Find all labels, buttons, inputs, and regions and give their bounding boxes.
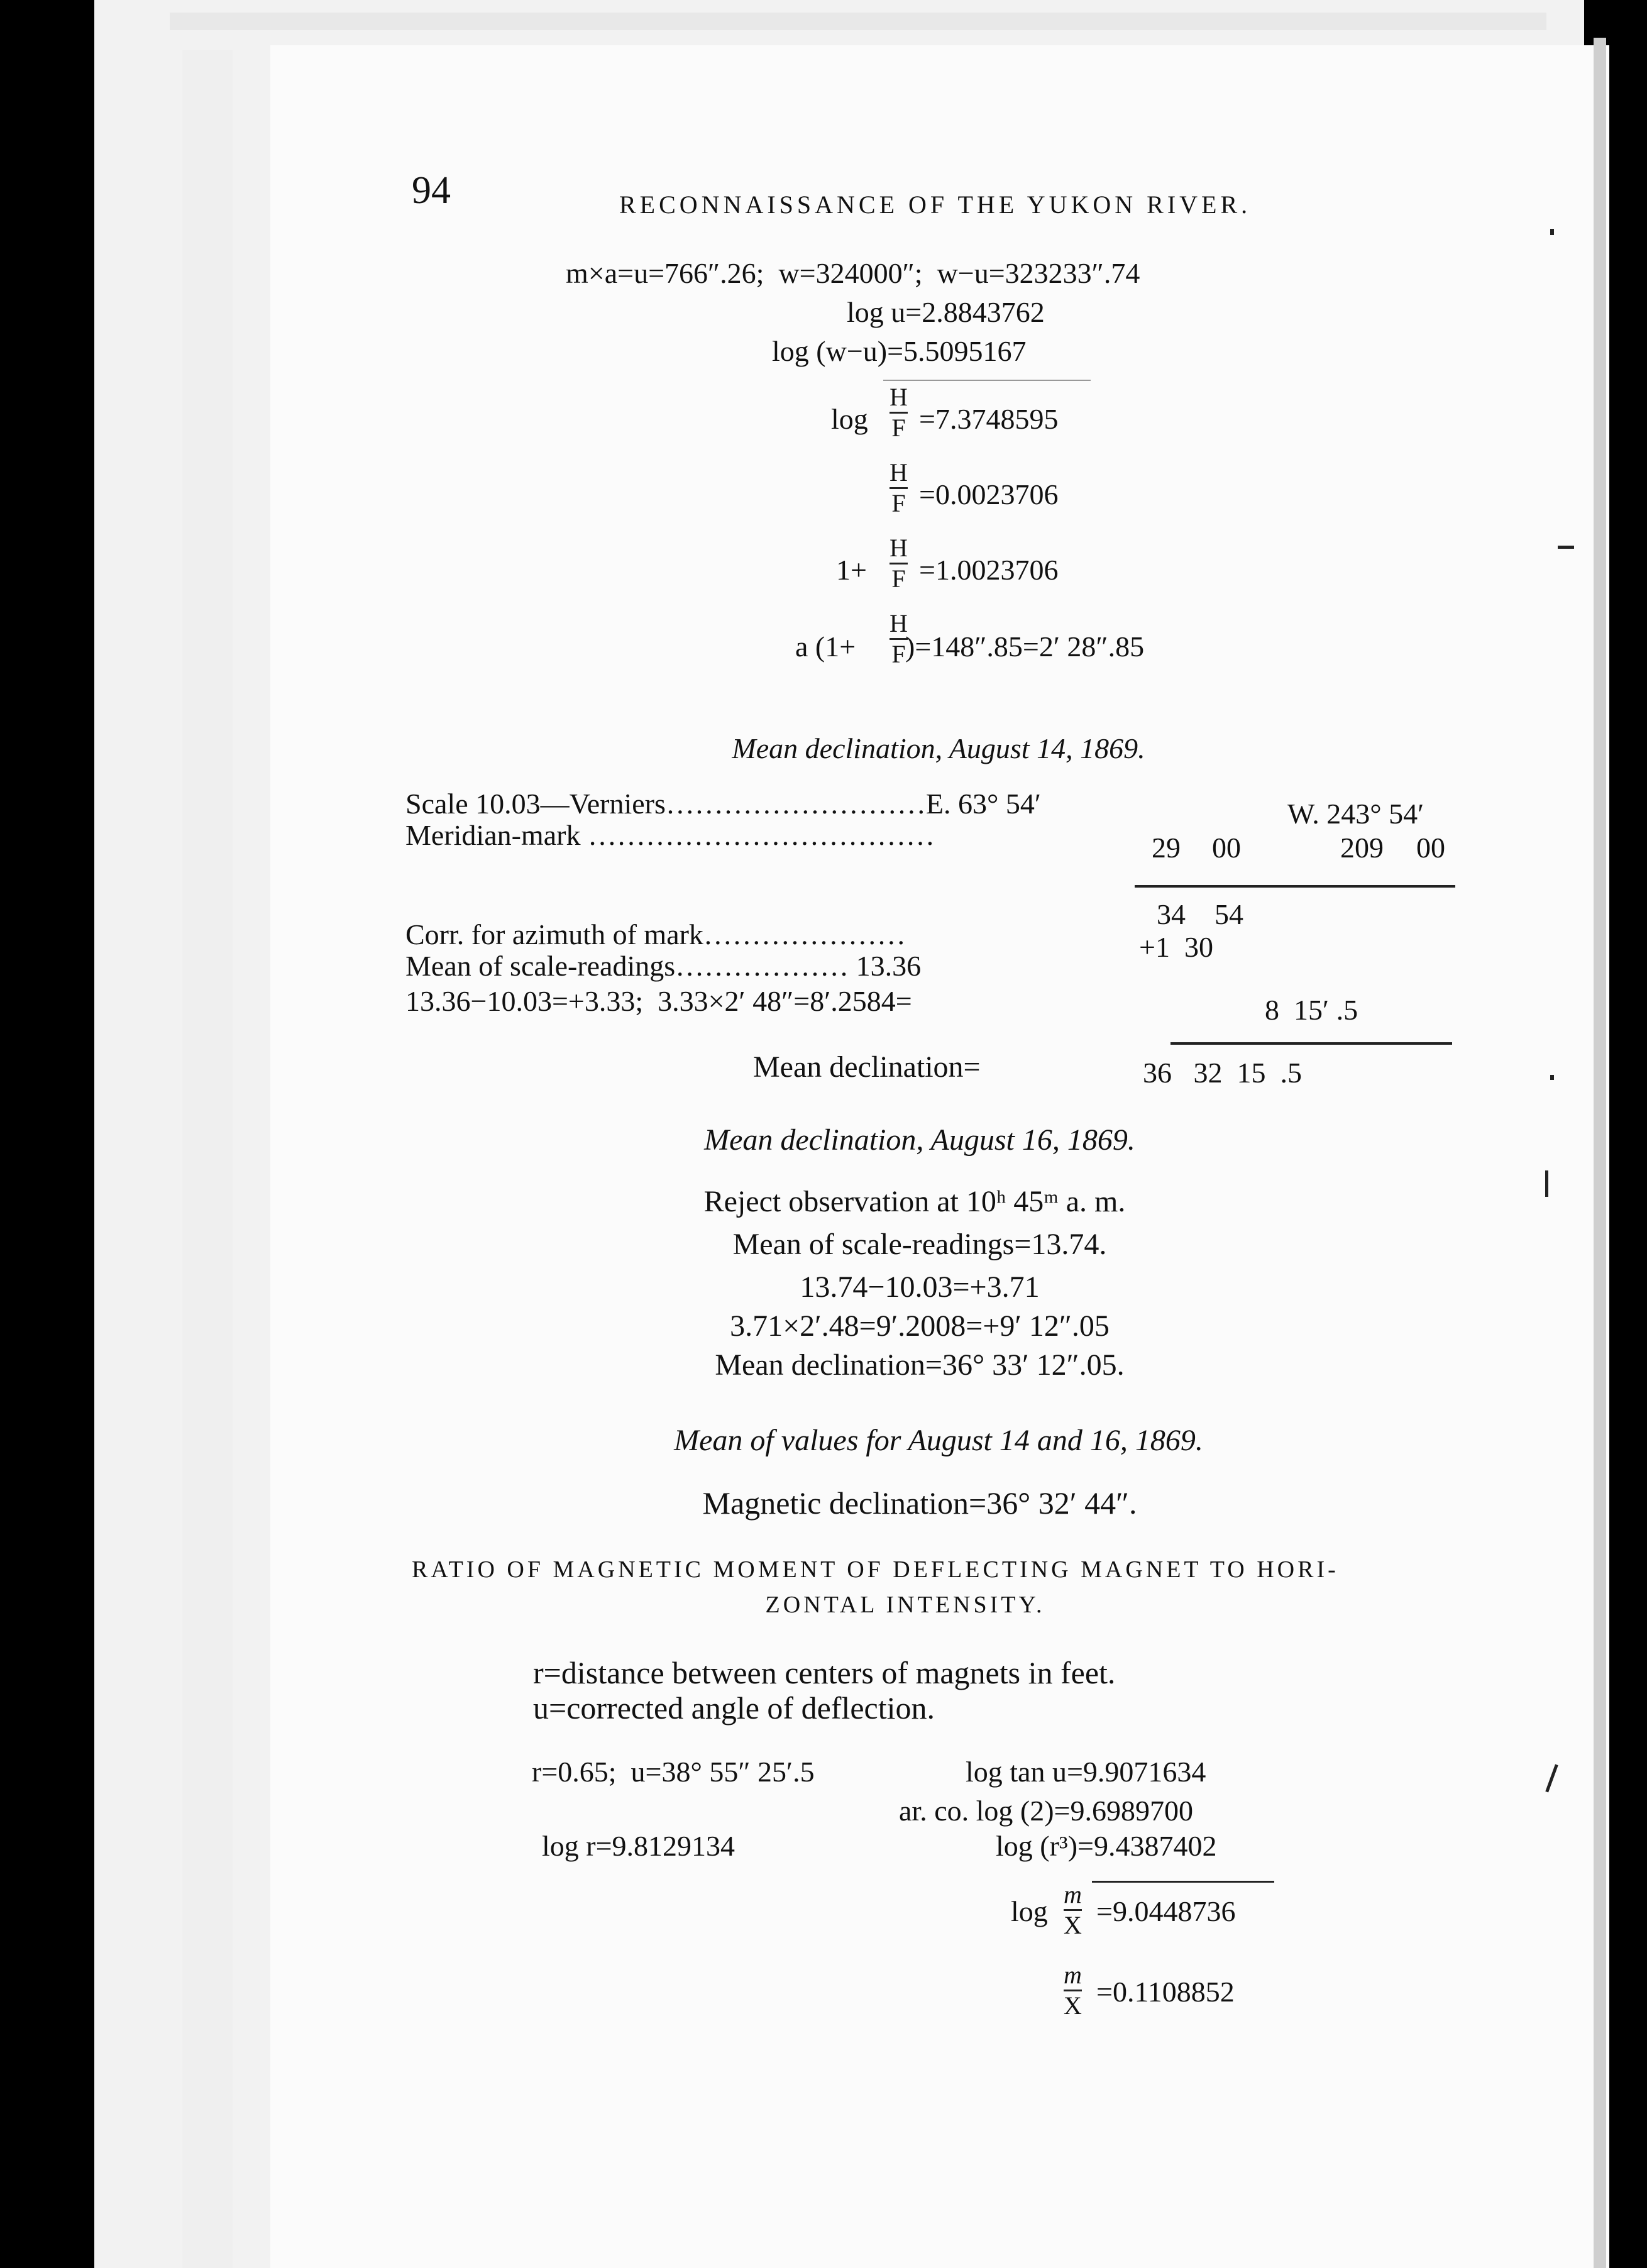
ratio-title-line-1: RATIO OF MAGNETIC MOMENT OF DEFLECTING MAGNET TO HORI- [412,1556,1339,1583]
meridian-min: 00 [1212,832,1241,864]
h-over-f-fraction-3 [890,536,908,592]
scale-readings-line: Mean of scale-readings=13.74. [732,1228,1107,1261]
frac-den: F [891,564,906,593]
log-hf-value: =7.3748595 [919,403,1059,435]
calc-line-1: m×a=u=766″.26; w=324000″; w−u=323233″.74 [566,257,1140,289]
log-tan-u: log tan u=9.9071634 [966,1756,1206,1788]
sheet-edge-left [182,50,233,2268]
one-plus-value: =1.0023706 [919,554,1059,586]
scan-speck [1550,1075,1554,1080]
verniers-label: Scale 10.03—Verniers………………………E. 63° 54′ [405,788,1041,820]
calc-label: 13.36−10.03=+3.33; 3.33×2′ 48″=8′.2584= [405,985,912,1017]
a-value: )=148″.85=2′ 28″.85 [905,630,1145,663]
frac-den: X [1064,1911,1082,1939]
m-over-x-fraction-1 [1064,1882,1082,1938]
scan-dash [1558,546,1574,549]
aug14-heading: Mean declination, August 14, 1869. [732,732,1145,764]
reject-line: Reject observation at 10ʰ 45ᵐ a. m. [703,1185,1126,1218]
verniers-west: W. 243° 54′ [1287,798,1424,830]
difference-line: 13.74−10.03=+3.71 [800,1270,1040,1304]
frac-num: H [890,458,908,487]
log-mx-prefix: log [1011,1895,1048,1927]
def-r: r=distance between centers of magnets in feet. [533,1655,1116,1690]
values-line: r=0.65; u=38° 55″ 25′.5 [532,1756,815,1788]
m-over-x-fraction-2 [1064,1962,1082,2018]
sum-rule-3 [1171,1042,1452,1045]
frac-den: F [891,489,906,517]
h-over-f-fraction-1 [890,385,908,441]
corr-label: Corr. for azimuth of mark………………… [405,918,906,950]
h-over-f-fraction-2 [890,460,908,516]
sum-rule-1 [883,380,1091,381]
meridian-west-deg: 209 [1340,832,1384,864]
page [270,45,1609,2268]
aug16-result: Mean declination=36° 33′ 12″.05. [715,1348,1125,1382]
frac-num: m [1064,1880,1082,1908]
hf-value: =0.0023706 [919,478,1059,510]
log-mx-value: =9.0448736 [1096,1895,1236,1927]
frac-num: H [890,609,908,637]
page-number: 94 [412,169,451,212]
log-r-cubed: log (r³)=9.4387402 [996,1830,1217,1862]
aug14-result-label: Mean declination= [753,1050,981,1084]
log-hf-prefix: log [831,403,868,435]
mx-value: =0.1108852 [1096,1976,1235,2008]
corr-value: +1 30 [1139,931,1213,963]
log-u: log u=2.8843762 [847,296,1045,328]
sheet-edge-top [170,13,1546,30]
product-line: 3.71×2′.48=9′.2008=+9′ 12″.05 [730,1309,1110,1343]
meridian-deg: 29 [1152,832,1181,864]
log-r: log r=9.8129134 [542,1830,735,1862]
frac-den: F [891,414,906,442]
aug14-result-value: 36 32 15 .5 [1143,1057,1302,1089]
frac-den: X [1064,1991,1082,2020]
sum-rule-2 [1135,885,1455,888]
mean-scale-label: Mean of scale-readings……………… 13.36 [405,950,922,982]
diff-min: 54 [1215,898,1243,930]
a-prefix: a (1+ [795,630,856,663]
def-u: u=corrected angle of deflection. [533,1690,935,1726]
magnetic-declination: Magnetic declination=36° 32′ 44″. [702,1485,1137,1521]
one-plus-prefix: 1+ [836,554,867,586]
sum-rule-4 [1092,1881,1274,1883]
frac-den: F [891,640,906,668]
frac-num: H [890,383,908,411]
log-w-minus-u: log (w−u)=5.5095167 [772,335,1027,367]
scan-tick [1545,1170,1548,1197]
frac-num: m [1064,1961,1082,1989]
gutter-shadow [1594,38,1606,2268]
running-title: RECONNAISSANCE OF THE YUKON RIVER. [619,190,1252,219]
calc-value: 8 15′ .5 [1265,994,1358,1026]
mean-values-heading: Mean of values for August 14 and 16, 1869. [674,1424,1203,1457]
frac-num: H [890,534,908,562]
scan-speck [1550,229,1554,235]
meridian-mark-label: Meridian-mark ……………………………… [405,819,935,851]
ratio-title-line-2: ZONTAL INTENSITY. [765,1592,1045,1618]
diff-deg: 34 [1157,898,1186,930]
aug16-heading: Mean declination, August 16, 1869. [704,1123,1135,1157]
ar-co-log: ar. co. log (2)=9.6989700 [899,1795,1193,1827]
meridian-west-min: 00 [1416,832,1445,864]
